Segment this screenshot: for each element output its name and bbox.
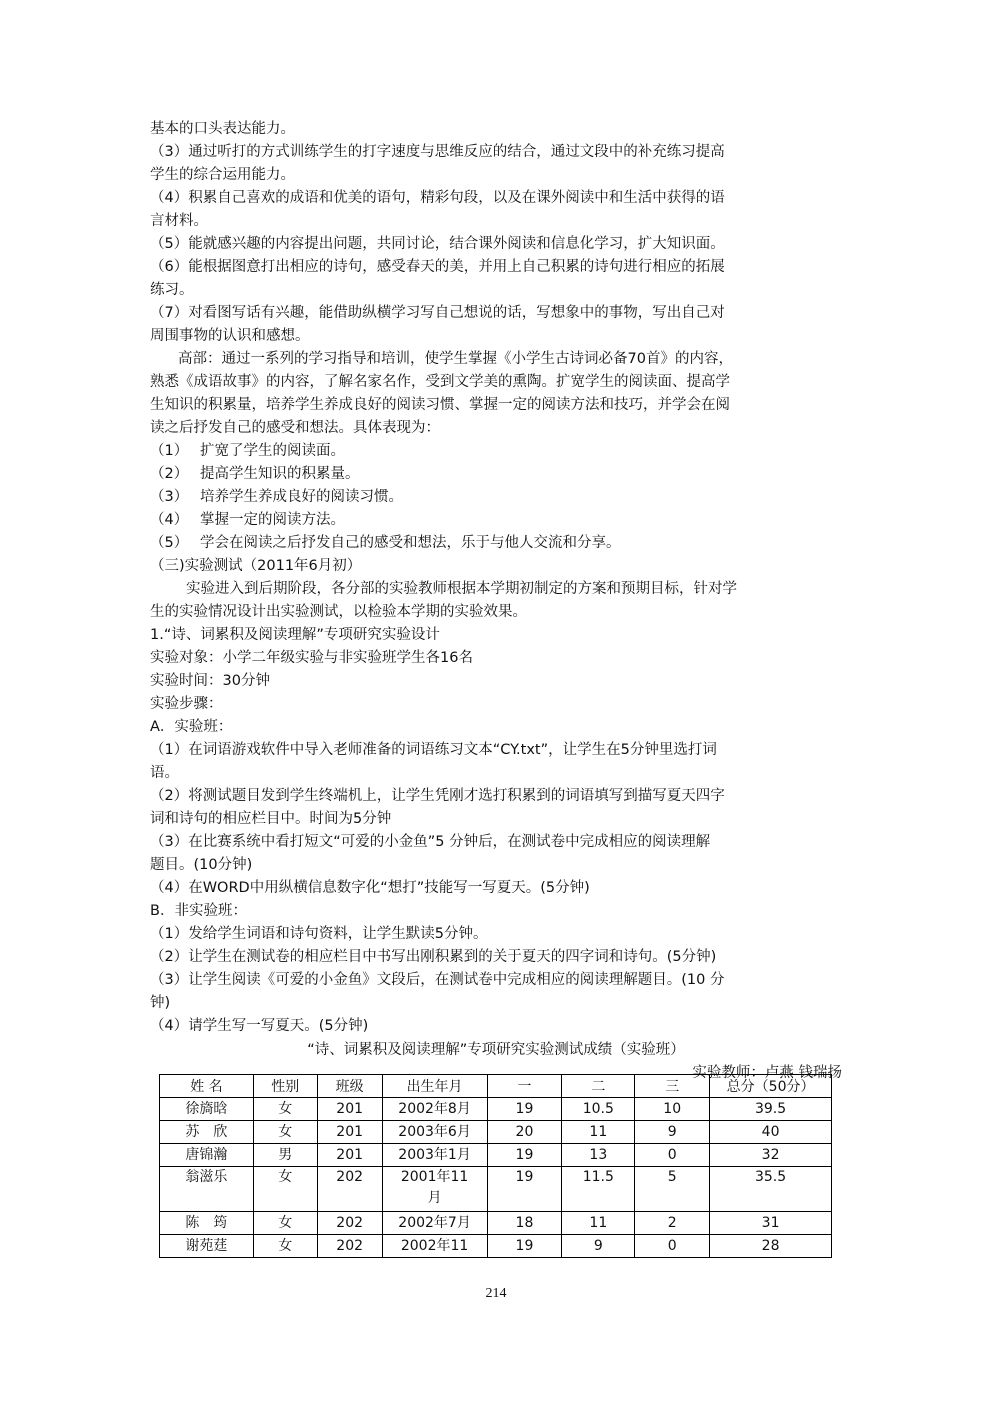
- cell-part1: 20: [487, 1121, 562, 1144]
- table-header-row: [160, 1075, 832, 1098]
- cell-class: 201: [317, 1121, 382, 1144]
- paragraph-line: （4）请学生写一写夏天。(5分钟): [150, 1018, 369, 1034]
- cell-total: 40: [710, 1121, 832, 1144]
- teacher-line: 实验教师：卢燕 钱瑞扬: [692, 1065, 842, 1081]
- paragraph-line: 熟悉《成语故事》的内容，了解名家名作，受到文学美的熏陶。扩宽学生的阅读面、提高学: [150, 374, 730, 390]
- paragraph-line: （6）能根据图意打出相应的诗句，感受春天的美，并用上自己积累的诗句进行相应的拓展: [150, 259, 725, 275]
- cell-part1: 19: [487, 1098, 562, 1121]
- cell-part1: 19: [487, 1235, 562, 1258]
- scores-table: [159, 1074, 832, 1258]
- header-total: 总分（50分）: [710, 1075, 832, 1098]
- list-number: （1）: [150, 443, 189, 459]
- cell-class: 202: [317, 1235, 382, 1258]
- paragraph-line: （3）在比赛系统中看打短文“可爱的小金鱼”5 分钟后，在测试卷中完成相应的阅读理解: [150, 834, 711, 850]
- cell-name: 谢苑莛: [160, 1235, 254, 1258]
- body-text: [150, 118, 842, 1084]
- table-row: [160, 1144, 832, 1167]
- paragraph-line: （7）对看图写话有兴趣，能借助纵横学习写自己想说的话，写想象中的事物，写出自己对: [150, 305, 725, 321]
- cell-class: 201: [317, 1098, 382, 1121]
- cell-name: 唐锦瀚: [160, 1144, 254, 1167]
- cell-part3: 5: [635, 1167, 710, 1212]
- list-item: [150, 486, 842, 509]
- list-text: 扩宽了学生的阅读面。: [200, 443, 345, 459]
- cell-name: 翁滋乐: [160, 1167, 254, 1212]
- paragraph-line: 周围事物的认识和感想。: [150, 328, 310, 344]
- cell-part2: 9: [562, 1235, 635, 1258]
- paragraph-line: 高部：通过一系列的学习指导和培训，使学生掌握《小学生古诗词必备70首》的内容，: [178, 351, 733, 367]
- table-row: [160, 1121, 832, 1144]
- cell-class: 202: [317, 1212, 382, 1235]
- paragraph-line: 题目。(10分钟): [150, 857, 253, 873]
- cell-name: 徐旖晗: [160, 1098, 254, 1121]
- list-number: （5）: [150, 535, 189, 551]
- cell-part3: 0: [635, 1235, 710, 1258]
- header-birth: 出生年月: [382, 1075, 487, 1098]
- cell-part1: 19: [487, 1144, 562, 1167]
- cell-part3: 10: [635, 1098, 710, 1121]
- cell-birth: 2002年7月: [382, 1212, 487, 1235]
- paragraph-line: 实验步骤：: [150, 696, 223, 712]
- paragraph-line: 生知识的积累量，培养学生养成良好的阅读习惯、掌握一定的阅读方法和技巧，并学会在阅: [150, 397, 730, 413]
- table-caption: “诗、词累积及阅读理解”专项研究实验测试成绩（实验班）: [307, 1042, 685, 1058]
- paragraph-line: （1）在词语游戏软件中导入老师准备的词语练习文本“CY.txt”，让学生在5分钟里选打词: [150, 742, 717, 758]
- paragraph-line: （4）在WORD中用纵横信息数字化“想打”技能写一写夏天。(5分钟): [150, 880, 590, 896]
- cell-name: 陈 筠: [160, 1212, 254, 1235]
- cell-name: 苏 欣: [160, 1121, 254, 1144]
- cell-part1: 18: [487, 1212, 562, 1235]
- cell-part2: 11.5: [562, 1167, 635, 1212]
- cell-birth: 2003年1月: [382, 1144, 487, 1167]
- paragraph-line: （2）将测试题目发到学生终端机上，让学生凭刚才选打积累到的词语填写到描写夏天四字: [150, 788, 725, 804]
- page-number: 214: [485, 1286, 507, 1301]
- paragraph-line: 实验时间：30分钟: [150, 673, 270, 689]
- subsection-heading: 1.“诗、词累积及阅读理解”专项研究实验设计: [150, 627, 440, 643]
- cell-part2: 10.5: [562, 1098, 635, 1121]
- cell-part2: 11: [562, 1121, 635, 1144]
- list-item: [150, 509, 842, 532]
- list-text: 提高学生知识的积累量。: [200, 466, 360, 482]
- list-number: （4）: [150, 512, 189, 528]
- paragraph-line: （3）让学生阅读《可爱的小金鱼》文段后，在测试卷中完成相应的阅读理解题目。(10 分: [150, 972, 725, 988]
- cell-part1: 19: [487, 1167, 562, 1212]
- section-heading: （三)实验测试（2011年6月初）: [150, 558, 362, 574]
- list-item: [150, 532, 842, 555]
- cell-gender: 女: [253, 1212, 317, 1235]
- table-row: [160, 1167, 832, 1212]
- cell-part2: 13: [562, 1144, 635, 1167]
- paragraph-line: A．实验班：: [150, 719, 233, 735]
- cell-gender: 女: [253, 1121, 317, 1144]
- paragraph-line: 基本的口头表达能力。: [150, 121, 295, 137]
- paragraph-line: 练习。: [150, 282, 194, 298]
- paragraph-line: B．非实验班：: [150, 903, 247, 919]
- cell-class: 201: [317, 1144, 382, 1167]
- paragraph-line: 学生的综合运用能力。: [150, 167, 295, 183]
- paragraph-line: 词和诗句的相应栏目中。时间为5分钟: [150, 811, 392, 827]
- cell-birth: 2002年8月: [382, 1098, 487, 1121]
- cell-class: 202: [317, 1167, 382, 1212]
- cell-total: 35.5: [710, 1167, 832, 1212]
- cell-total: 31: [710, 1212, 832, 1235]
- paragraph-line: 钟): [150, 995, 171, 1011]
- list-number: （3）: [150, 489, 189, 505]
- table-row: [160, 1235, 832, 1258]
- paragraph-line: 语。: [150, 765, 179, 781]
- cell-part3: 0: [635, 1144, 710, 1167]
- list-text: 培养学生养成良好的阅读习惯。: [200, 489, 403, 505]
- paragraph-line: （3）通过听打的方式训练学生的打字速度与思维反应的结合，通过文段中的补充练习提高: [150, 144, 725, 160]
- paragraph-line: （2）让学生在测试卷的相应栏目中书写出刚积累到的关于夏天的四字词和诗句。(5分钟): [150, 949, 717, 965]
- cell-part3: 9: [635, 1121, 710, 1144]
- list-text: 学会在阅读之后抒发自己的感受和想法，乐于与他人交流和分享。: [200, 535, 621, 551]
- paragraph-line: 言材料。: [150, 213, 208, 229]
- paragraph-line: 实验进入到后期阶段，各分部的实验教师根据本学期初制定的方案和预期目标，针对学: [186, 581, 737, 597]
- list-item: [150, 440, 842, 463]
- header-name: 姓 名: [160, 1075, 254, 1098]
- paragraph-line: （5）能就感兴趣的内容提出问题，共同讨论，结合课外阅读和信息化学习，扩大知识面。: [150, 236, 725, 252]
- cell-part2: 11: [562, 1212, 635, 1235]
- cell-birth: 2002年11: [382, 1235, 487, 1258]
- list-item: [150, 463, 842, 486]
- cell-total: 28: [710, 1235, 832, 1258]
- header-gender: 性别: [253, 1075, 317, 1098]
- table-row: [160, 1098, 832, 1121]
- cell-gender: 男: [253, 1144, 317, 1167]
- cell-gender: 女: [253, 1235, 317, 1258]
- cell-gender: 女: [253, 1167, 317, 1212]
- cell-birth: 2003年6月: [382, 1121, 487, 1144]
- header-part1: 一: [487, 1075, 562, 1098]
- cell-total: 32: [710, 1144, 832, 1167]
- table-row: [160, 1212, 832, 1235]
- paragraph-line: 读之后抒发自己的感受和想法。具体表现为：: [150, 420, 440, 436]
- paragraph-line: 实验对象：小学二年级实验与非实验班学生各16名: [150, 650, 473, 666]
- header-part2: 二: [562, 1075, 635, 1098]
- cell-total: 39.5: [710, 1098, 832, 1121]
- list-number: （2）: [150, 466, 189, 482]
- cell-gender: 女: [253, 1098, 317, 1121]
- paragraph-line: （4）积累自己喜欢的成语和优美的语句，精彩句段，以及在课外阅读中和生活中获得的语: [150, 190, 725, 206]
- list-text: 掌握一定的阅读方法。: [200, 512, 345, 528]
- paragraph-line: 生的实验情况设计出实验测试，以检验本学期的实验效果。: [150, 604, 527, 620]
- cell-part3: 2: [635, 1212, 710, 1235]
- header-part3: 三: [635, 1075, 710, 1098]
- paragraph-line: （1）发给学生词语和诗句资料，让学生默读5分钟。: [150, 926, 488, 942]
- header-class: 班级: [317, 1075, 382, 1098]
- cell-birth: 2001年11月: [382, 1167, 487, 1212]
